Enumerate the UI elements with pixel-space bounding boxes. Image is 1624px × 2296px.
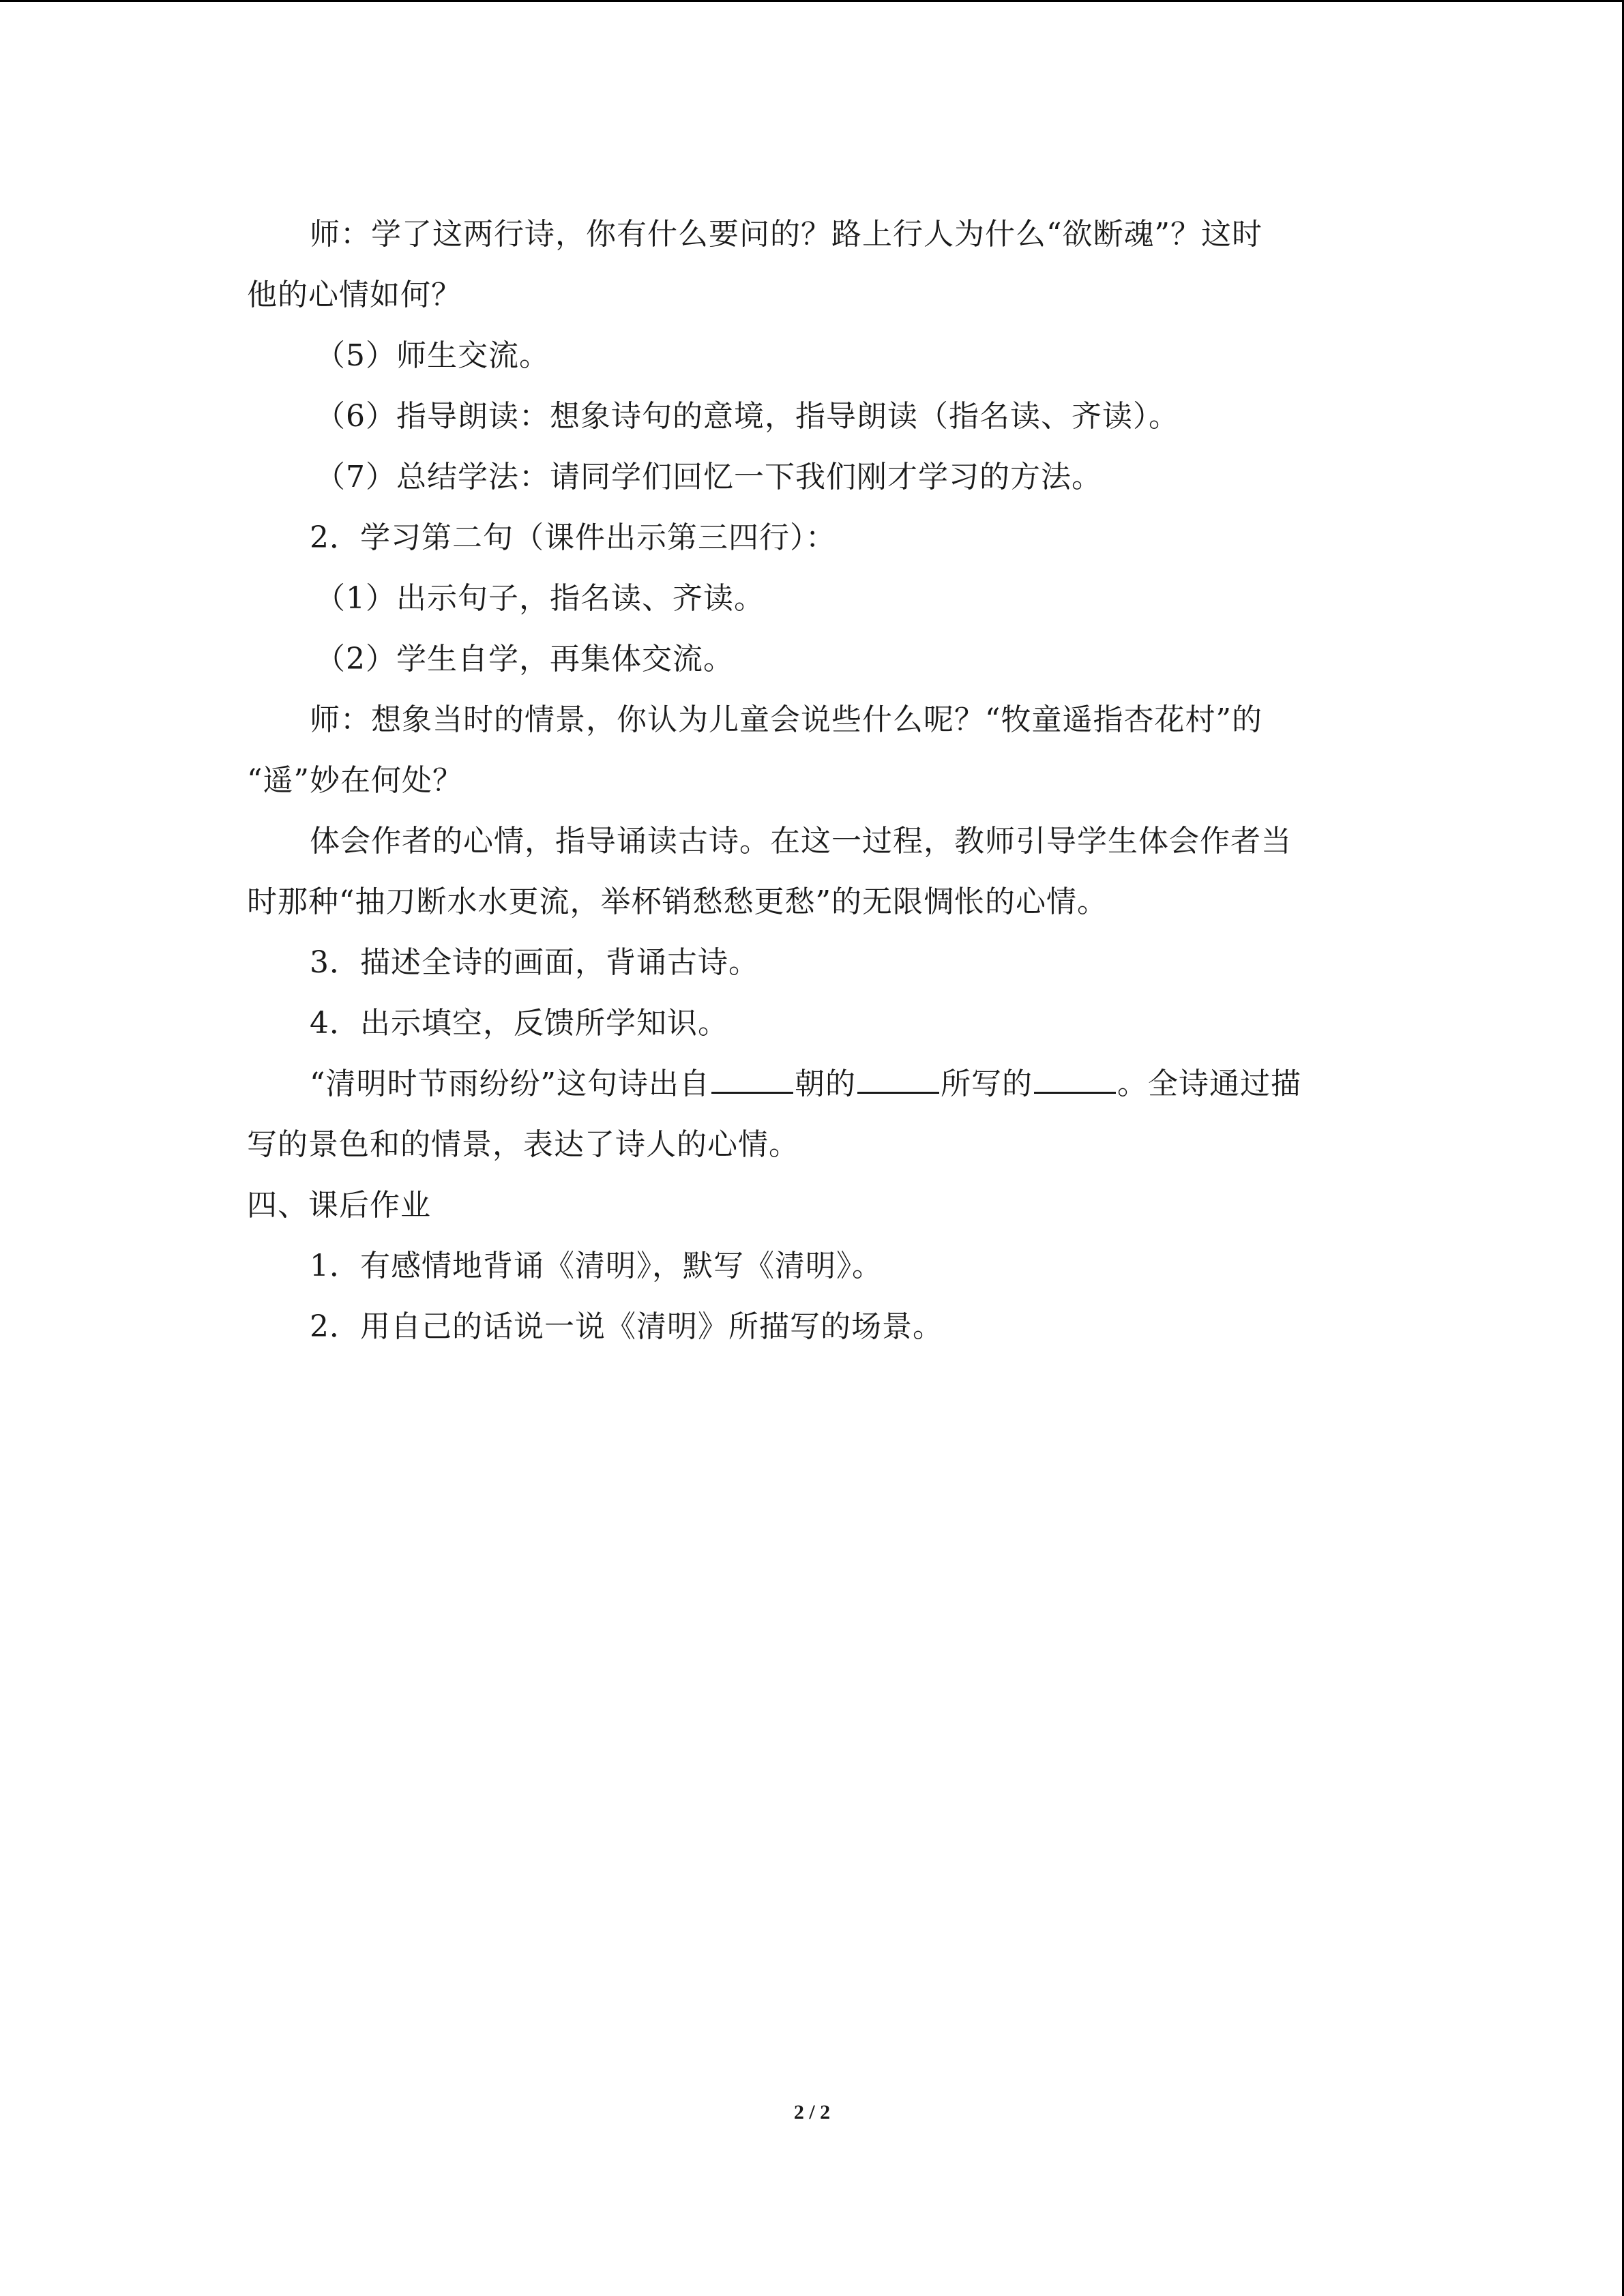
homework-item-2: 2．用自己的话说一说《清明》所描写的场景。	[310, 1309, 943, 1344]
paragraph-teacher-question-1-cont: 他的心情如何？	[247, 278, 462, 312]
step-1: （1）出示句子，指名读、齐读。	[315, 581, 765, 616]
paragraph-teacher-question-2: 师：想象当时的情景，你认为儿童会说些什么呢？“牧童遥指杏花村”的	[310, 702, 1263, 737]
paragraph-teacher-question-2-cont: “遥”妙在何处？	[247, 763, 463, 798]
section-2-heading: 2．学习第二句（课件出示第三四行）：	[310, 520, 836, 555]
page-number: 2 / 2	[793, 2101, 831, 2123]
section-3-heading: 3．描述全诗的画面，背诵古诗。	[310, 945, 759, 980]
blank-author[interactable]	[857, 1064, 939, 1094]
homework-item-1: 1．有感情地背诵《清明》，默写《清明》。	[310, 1249, 883, 1283]
document-body	[247, 204, 1379, 1357]
blank-title[interactable]	[1034, 1064, 1116, 1094]
step-6: （6）指导朗读：想象诗句的意境，指导朗读（指名读、齐读）。	[315, 399, 1179, 434]
fill-in-blank-line-cont: 写的景色和的情景，表达了诗人的心情。	[247, 1127, 799, 1162]
paragraph-author-feeling: 体会作者的心情，指导诵读古诗。在这一过程，教师引导学生体会作者当	[310, 824, 1292, 859]
step-7: （7）总结学法：请同学们回忆一下我们刚才学习的方法。	[315, 460, 1102, 494]
section-4-heading: 4．出示填空，反馈所学知识。	[310, 1006, 728, 1041]
fill-in-blank-text-2: 朝的	[795, 1067, 856, 1101]
paragraph-teacher-question-1: 师：学了这两行诗，你有什么要问的？路上行人为什么“欲断魂”？这时	[310, 217, 1263, 252]
section-homework-heading: 四、课后作业	[247, 1188, 431, 1223]
fill-in-blank-text-4: 。全诗通过描	[1117, 1067, 1301, 1101]
paragraph-author-feeling-cont: 时那种“抽刀断水水更流，举杯销愁愁更愁”的无限惆怅的心情。	[247, 884, 1108, 919]
blank-dynasty[interactable]	[711, 1064, 793, 1094]
fill-in-blank-line	[247, 1054, 1379, 1114]
step-2: （2）学生自学，再集体交流。	[315, 642, 734, 676]
step-5: （5）师生交流。	[315, 338, 550, 373]
fill-in-blank-text-3: 所写的	[941, 1067, 1033, 1101]
fill-in-blank-text-1: “清明时节雨纷纷”这句诗出自	[310, 1067, 710, 1101]
